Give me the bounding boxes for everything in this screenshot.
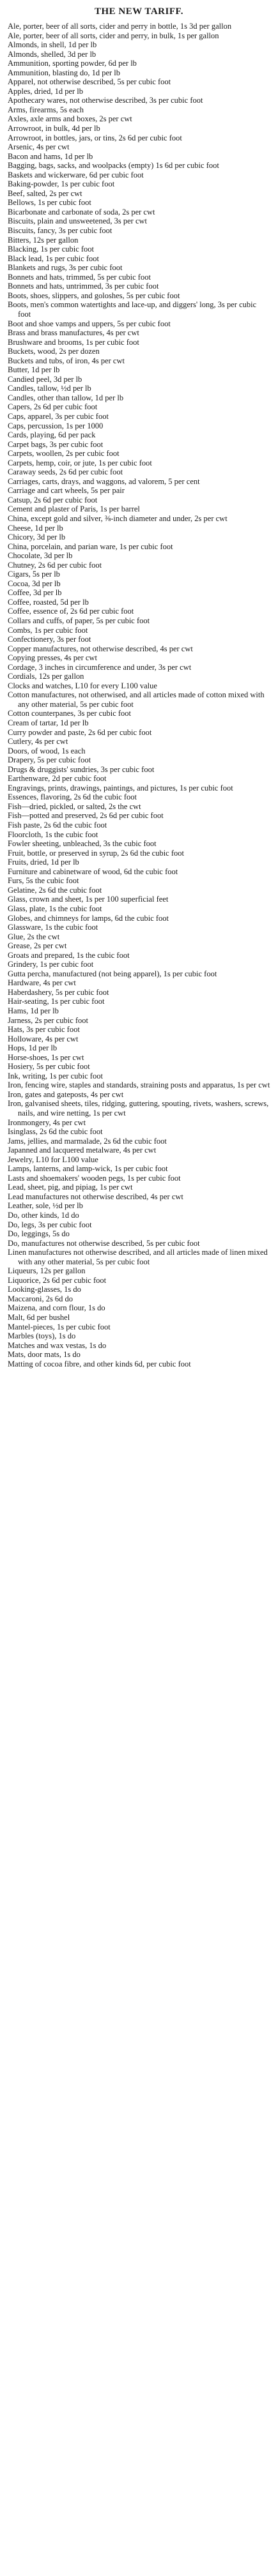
tariff-entry: Globes, and chimneys for lamps, 6d the cubic foot: [8, 913, 169, 923]
tariff-entry: Boot and shoe vamps and uppers, 5s per cubic foot: [8, 319, 171, 328]
tariff-entry: Ale, porter, beer of all sorts, cider and perry in bottle, 1s 3d per gallon: [8, 22, 232, 31]
tariff-entry: Liqueurs, 12s per gallon: [8, 1266, 86, 1276]
tariff-entry: Arsenic, 4s per cwt: [8, 142, 70, 152]
tariff-entry: Cotton manufactures, not otherwised, and all articles made of cotton mixed with any other material, 5s per cubic foot: [8, 690, 265, 709]
tariff-entry: Glassware, 1s the cubic foot: [8, 923, 98, 932]
tariff-entry: Grease, 2s per cwt: [8, 941, 67, 951]
tariff-entry: Butter, 1d per lb: [8, 365, 60, 375]
tariff-entry: Arms, firearms, 5s each: [8, 105, 84, 114]
tariff-entry: Caraway seeds, 2s 6d per cubic foot: [8, 467, 123, 477]
tariff-entry: Drugs & druggists' sundries, 3s per cubic foot: [8, 764, 155, 774]
tariff-entry: Cordage, 3 inches in circumference and under, 3s per cwt: [8, 662, 192, 672]
tariff-entry: Linen manufactures not otherwise described, and all articles made of linen mixed with any other material, 5s per cubic foot: [8, 1248, 268, 1266]
tariff-entry: Cigars, 5s per lb: [8, 570, 60, 579]
tariff-entry: Hosiery, 5s per cubic foot: [8, 1062, 90, 1072]
tariff-entry: Buckets and tubs, of iron, 4s per cwt: [8, 356, 125, 365]
tariff-entry: Clocks and watches, L10 for every L100 value: [8, 681, 157, 690]
tariff-entry: Lead, sheet, pig, and pipiag, 1s per cwt: [8, 1183, 133, 1192]
tariff-entry: Fowler sheeting, unbleached, 3s the cubic foot: [8, 839, 157, 849]
tariff-entry: Biscuits, plain and unsweetened, 3s per cwt: [8, 216, 148, 226]
tariff-entry: Marbles (toys), 1s do: [8, 1331, 76, 1341]
document-title: THE NEW TARIFF.: [94, 6, 184, 17]
tariff-entry: Liquorice, 2s 6d per cubic foot: [8, 1275, 107, 1285]
tariff-entry: Do, legs, 3s per cubic foot: [8, 1220, 92, 1229]
tariff-entry: Baskets and wickerware, 6d per cubic foot: [8, 170, 144, 179]
tariff-entry: Carpets, hemp, coir, or jute, 1s per cubic foot: [8, 458, 152, 467]
tariff-entry: Cream of tartar, 1d per lb: [8, 718, 89, 728]
tariff-entry: Do, leggings, 5s do: [8, 1229, 70, 1239]
tariff-entry: Essences, flavoring, 2s 6d the cubic foot: [8, 792, 137, 802]
tariff-entry: Candied peel, 3d per lb: [8, 374, 82, 384]
tariff-entry: Apothecary wares, not otherwise described, 3s per cubic foot: [8, 96, 203, 105]
tariff-entry: Jarness, 2s per cubic foot: [8, 1015, 89, 1025]
tariff-entry: Cards, playing, 6d per pack: [8, 430, 96, 440]
tariff-entry: Fish—dried, pickled, or salted, 2s the cwt: [8, 801, 141, 811]
tariff-entry: Isinglass, 2s 6d the cubic foot: [8, 1127, 103, 1137]
tariff-entry: Cocoa, 3d per lb: [8, 579, 61, 588]
tariff-entry: Ale, porter, beer of all sorts, cider and perry, in bulk, 1s per gallon: [8, 31, 219, 40]
tariff-entry: Brass and brass manufactures, 4s per cwt: [8, 328, 139, 338]
tariff-entry: Carpets, woollen, 2s per cubic foot: [8, 449, 120, 458]
tariff-entry: Lasts and shoemakers' wooden pegs, 1s per cubic foot: [8, 1173, 181, 1183]
tariff-entry: Candles, tallow, ½d per lb: [8, 384, 91, 393]
tariff-entry: Coffee, essence of, 2s 6d per cubic foot: [8, 607, 134, 616]
tariff-entry: Cotton counterpanes, 3s per cubic foot: [8, 709, 132, 718]
tariff-entry: Axles, axle arms and boxes, 2s per cwt: [8, 114, 132, 124]
tariff-entry: Horse-shoes, 1s per cwt: [8, 1052, 84, 1062]
tariff-entry: Cheese, 1d per lb: [8, 523, 63, 533]
tariff-entry: Maccaroni, 2s 6d do: [8, 1294, 73, 1303]
tariff-entry: Bonnets and hats, untrimmed, 3s per cubic foot: [8, 282, 159, 291]
tariff-entry: Bellows, 1s per cubic foot: [8, 198, 91, 208]
tariff-entry: Hardware, 4s per cwt: [8, 978, 76, 988]
tariff-entry: Malt, 6d per bushel: [8, 1313, 70, 1322]
tariff-entry: Looking-glasses, 1s do: [8, 1285, 81, 1294]
tariff-entry: Hats, 3s per cubic foot: [8, 1025, 80, 1034]
tariff-entry: Bicarbonate and carbonate of soda, 2s per cwt: [8, 207, 155, 216]
tariff-entry: Catsup, 2s 6d per cubic foot: [8, 495, 98, 504]
tariff-entry: Bitters, 12s per gallon: [8, 235, 79, 245]
tariff-entry: Apparel, not otherwise described, 5s per cubic foot: [8, 77, 171, 87]
tariff-entry: Glass, plate, 1s the cubic foot: [8, 904, 102, 913]
tariff-entry: Holloware, 4s per cwt: [8, 1034, 79, 1043]
tariff-entry: Chocolate, 3d per lb: [8, 551, 73, 561]
tariff-entry: Matting of cocoa fibre, and other kinds 6d, per cubic foot: [8, 1359, 191, 1368]
tariff-entry: Brushware and brooms, 1s per cubic foot: [8, 337, 139, 347]
tariff-entry: Caps, percussion, 1s per 1000: [8, 421, 104, 430]
tariff-entry: Do, other kinds, 1d do: [8, 1211, 79, 1220]
tariff-entry: Gelatine, 2s 6d the cubic foot: [8, 885, 102, 895]
tariff-entry: Iron, gates and gateposts, 4s per cwt: [8, 1089, 124, 1099]
tariff-entry: Bacon and hams, 1d per lb: [8, 151, 93, 161]
tariff-entry: Earthenware, 2d per cubic foot: [8, 774, 107, 784]
tariff-entry: Maizena, and corn flour, 1s do: [8, 1303, 105, 1313]
tariff-entry: Doors, of wood, 1s each: [8, 746, 86, 755]
tariff-entry: Jams, jellies, and marmalade, 2s 6d the cubic foot: [8, 1136, 167, 1146]
tariff-entry: Caps, apparel, 3s per cubic foot: [8, 411, 109, 421]
tariff-entry: Do, manufactures not otherwise described, 5s per cubic foot: [8, 1238, 200, 1248]
tariff-entry: Combs, 1s per cubic foot: [8, 625, 88, 635]
tariff-entry: Almonds, in shell, 1d per lb: [8, 40, 97, 50]
tariff-entry: Fish paste, 2s 6d the cubic foot: [8, 821, 107, 830]
tariff-entry: Arrowroot, in bulk, 4d per lb: [8, 124, 100, 133]
tariff-entry: Ammunition, blasting do, 1d per lb: [8, 68, 121, 77]
tariff-entry: Iron, fencing wire, staples and standards, straining posts and apparatus, 1s per cwt: [8, 1080, 270, 1090]
tariff-entry: China, except gold and silver, ⅜-inch diameter and under, 2s per cwt: [8, 513, 228, 523]
tariff-entry: Curry powder and paste, 2s 6d per cubic foot: [8, 727, 152, 737]
tariff-entry: Copper manufactures, not otherwise described, 4s per cwt: [8, 644, 193, 653]
tariff-entry: Coffee, 3d per lb: [8, 588, 62, 598]
tariff-entry: Haberdashery, 5s per cubic foot: [8, 987, 109, 997]
tariff-entry: Boots, men's common watertights and lace-up, and diggers' long, 3s per cubic foot: [8, 300, 257, 319]
tariff-entry: Furs, 5s the cubic foot: [8, 876, 79, 886]
tariff-entry: Almonds, shelled, 3d per lb: [8, 49, 97, 59]
tariff-entry: Grindery, 1s per cubic foot: [8, 960, 94, 969]
tariff-entry: Cement and plaster of Paris, 1s per barrel: [8, 504, 140, 514]
tariff-entry: Hair-seating, 1s per cubic foot: [8, 997, 105, 1006]
tariff-entry: Glue, 2s the cwt: [8, 932, 60, 941]
tariff-entry: Jewelry, L10 for L100 value: [8, 1155, 98, 1164]
tariff-entry: Blankets and rugs, 3s per cubic foot: [8, 263, 123, 273]
tariff-entry: Boots, shoes, slippers, and goloshes, 5s per cubic foot: [8, 291, 180, 300]
tariff-entry: Cordials, 12s per gallon: [8, 672, 84, 681]
tariff-entry: Biscuits, fancy, 3s per cubic foot: [8, 226, 112, 236]
tariff-entry: Hops, 1d per lb: [8, 1043, 58, 1053]
tariff-entry: Groats and prepared, 1s the cubic foot: [8, 950, 130, 960]
tariff-entry: Lamps, lanterns, and lamp-wick, 1s per cubic foot: [8, 1164, 168, 1174]
tariff-entry: Matches and wax vestas, 1s do: [8, 1340, 107, 1350]
tariff-entry: Furniture and cabinetware of wood, 6d the cubic foot: [8, 867, 178, 876]
tariff-entry: Engravings, prints, drawings, paintings, and pictures, 1s per cubic foot: [8, 783, 233, 792]
tariff-entry: Japanned and lacquered metalware, 4s per cwt: [8, 1146, 157, 1155]
tariff-entry: Black lead, 1s per cubic foot: [8, 254, 100, 263]
tariff-entry: Gutta percha, manufactured (not being apparel), 1s per cubic foot: [8, 969, 217, 978]
tariff-entry: China, porcelain, and parian ware, 1s per cubic foot: [8, 542, 173, 551]
tariff-entry: Drapery, 5s per cubic foot: [8, 755, 91, 765]
tariff-entry: Blacking, 1s per cubic foot: [8, 245, 95, 254]
tariff-entry: Bonnets and hats, trimmed, 5s per cubic foot: [8, 272, 151, 282]
tariff-entry: Arrowroot, in bottles, jars, or tins, 2s 6d per cubic foot: [8, 133, 182, 142]
tariff-entry: Apples, dried, 1d per lb: [8, 86, 84, 96]
tariff-entry: Cutlery, 4s per cwt: [8, 737, 68, 746]
tariff-entry: Coffee, roasted, 5d per lb: [8, 597, 89, 607]
tariff-entry: Buckets, wood, 2s per dozen: [8, 347, 100, 356]
tariff-entry: Ammunition, sporting powder, 6d per lb: [8, 59, 137, 68]
tariff-entry: Iron, galvanised sheets, tiles, ridging, guttering, spouting, rivets, washers, screws, nails, and wire netting, 1s per cwt: [8, 1099, 269, 1118]
tariff-entry: Collars and cuffs, of paper, 5s per cubic foot: [8, 616, 150, 625]
tariff-entry: Lead manufactures not otherwise described, 4s per cwt: [8, 1192, 183, 1201]
tariff-entry: Beef, salted, 2s per cwt: [8, 188, 82, 198]
tariff-entry: Hams, 1d per lb: [8, 1006, 59, 1015]
tariff-entry: Carriages, carts, drays, and waggons, ad valorem, 5 per cent: [8, 476, 200, 486]
tariff-list: [8, 22, 270, 1368]
tariff-entry: Mantel-pieces, 1s per cubic foot: [8, 1322, 111, 1331]
tariff-entry: Chicory, 3d per lb: [8, 533, 66, 542]
tariff-entry: Carpet bags, 3s per cubic foot: [8, 439, 104, 449]
tariff-entry: Floorcloth, 1s the cubic foot: [8, 830, 98, 839]
tariff-entry: Carriage and cart wheels, 5s per pair: [8, 486, 125, 496]
tariff-entry: Fruits, dried, 1d per lb: [8, 858, 79, 867]
tariff-entry: Mats, door mats, 1s do: [8, 1350, 81, 1360]
tariff-entry: Ink, writing, 1s per cubic foot: [8, 1071, 103, 1080]
tariff-entry: Fish—potted and preserved, 2s 6d per cubic foot: [8, 811, 164, 821]
tariff-entry: Candles, other than tallow, 1d per lb: [8, 393, 124, 402]
tariff-entry: Fruit, bottle, or preserved in syrup, 2s 6d the cubic foot: [8, 848, 184, 858]
tariff-entry: Ironmongery, 4s per cwt: [8, 1118, 86, 1127]
tariff-entry: Baking-powder, 1s per cubic foot: [8, 179, 115, 189]
tariff-entry: Capers, 2s 6d per cubic foot: [8, 402, 98, 412]
tariff-entry: Confectionery, 3s per foot: [8, 635, 91, 644]
tariff-entry: Bagging, bags, sacks, and woolpacks (empty) 1s 6d per cubic foot: [8, 161, 219, 170]
tariff-entry: Leather, sole, ½d per lb: [8, 1201, 83, 1211]
tariff-entry: Chutney, 2s 6d per cubic foot: [8, 560, 102, 570]
tariff-entry: Copying presses, 4s per cwt: [8, 653, 97, 663]
tariff-entry: Glass, crown and sheet, 1s per 100 superficial feet: [8, 895, 169, 904]
